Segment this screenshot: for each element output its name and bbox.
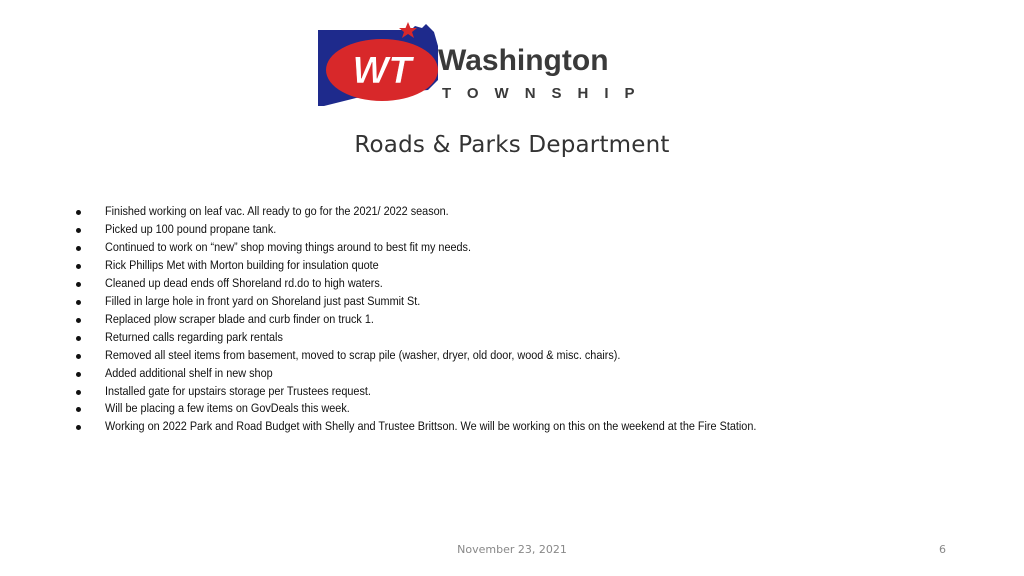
- bullet-icon: [76, 282, 81, 287]
- list-item-text: Working on 2022 Park and Road Budget with Shelly and Trustee Brittson. We will be working on this on the weekend at the Fire Station.: [105, 419, 757, 434]
- bullet-icon: [76, 372, 81, 377]
- bullet-icon: [76, 407, 81, 412]
- township-logo: [316, 20, 672, 110]
- bullet-list: [74, 203, 1004, 436]
- bullet-icon: [76, 264, 81, 269]
- list-item: [74, 383, 1004, 401]
- bullet-icon: [76, 318, 81, 323]
- list-item: [74, 418, 1004, 436]
- list-item: [74, 311, 1004, 329]
- page-number: 6: [939, 543, 946, 556]
- logo-subtitle: TOWNSHIP: [442, 85, 651, 102]
- bullet-icon: [76, 354, 81, 359]
- list-item: [74, 293, 1004, 311]
- list-item-text: Rick Phillips Met with Morton building for insulation quote: [105, 257, 379, 272]
- list-item-text: Finished working on leaf vac. All ready to go for the 2021/ 2022 season.: [105, 204, 449, 218]
- list-item: [74, 400, 1004, 418]
- page-title: Roads & Parks Department: [354, 132, 670, 158]
- list-item: [74, 221, 1004, 239]
- bullet-icon: [76, 336, 81, 341]
- logo-name: Washington: [438, 44, 609, 77]
- bullet-icon: [76, 246, 81, 251]
- list-item: [74, 239, 1004, 257]
- list-item-text: Added additional shelf in new shop: [105, 365, 273, 380]
- list-item-text: Cleaned up dead ends off Shoreland rd.do to high waters.: [105, 275, 383, 290]
- bullet-icon: [76, 210, 81, 215]
- list-item: [74, 347, 1004, 365]
- list-item-text: Installed gate for upstairs storage per Trustees request.: [105, 383, 371, 398]
- logo-monogram: WT: [352, 50, 412, 92]
- list-item-text: Continued to work on “new” shop moving things around to best fit my needs.: [105, 239, 471, 254]
- list-item-text: Returned calls regarding park rentals: [105, 329, 283, 344]
- bullet-icon: [76, 300, 81, 305]
- list-item-text: Picked up 100 pound propane tank.: [105, 221, 277, 236]
- township-logo-graphic: [316, 20, 672, 110]
- list-item-text: Replaced plow scraper blade and curb finder on truck 1.: [105, 311, 374, 326]
- bullet-icon: [76, 228, 81, 233]
- list-item: [74, 329, 1004, 347]
- footer-date: November 23, 2021: [457, 543, 567, 556]
- list-item-text: Filled in large hole in front yard on Shoreland just past Summit St.: [105, 293, 421, 308]
- list-item: [74, 257, 1004, 275]
- bullet-icon: [76, 390, 81, 395]
- list-item-text: Will be placing a few items on GovDeals this week.: [105, 401, 350, 416]
- list-item: [74, 203, 1004, 221]
- list-item: [74, 365, 1004, 383]
- list-item-text: Removed all steel items from basement, moved to scrap pile (washer, dryer, old door, wood & misc. chairs).: [105, 347, 621, 362]
- list-item: [74, 275, 1004, 293]
- bullet-icon: [76, 425, 81, 430]
